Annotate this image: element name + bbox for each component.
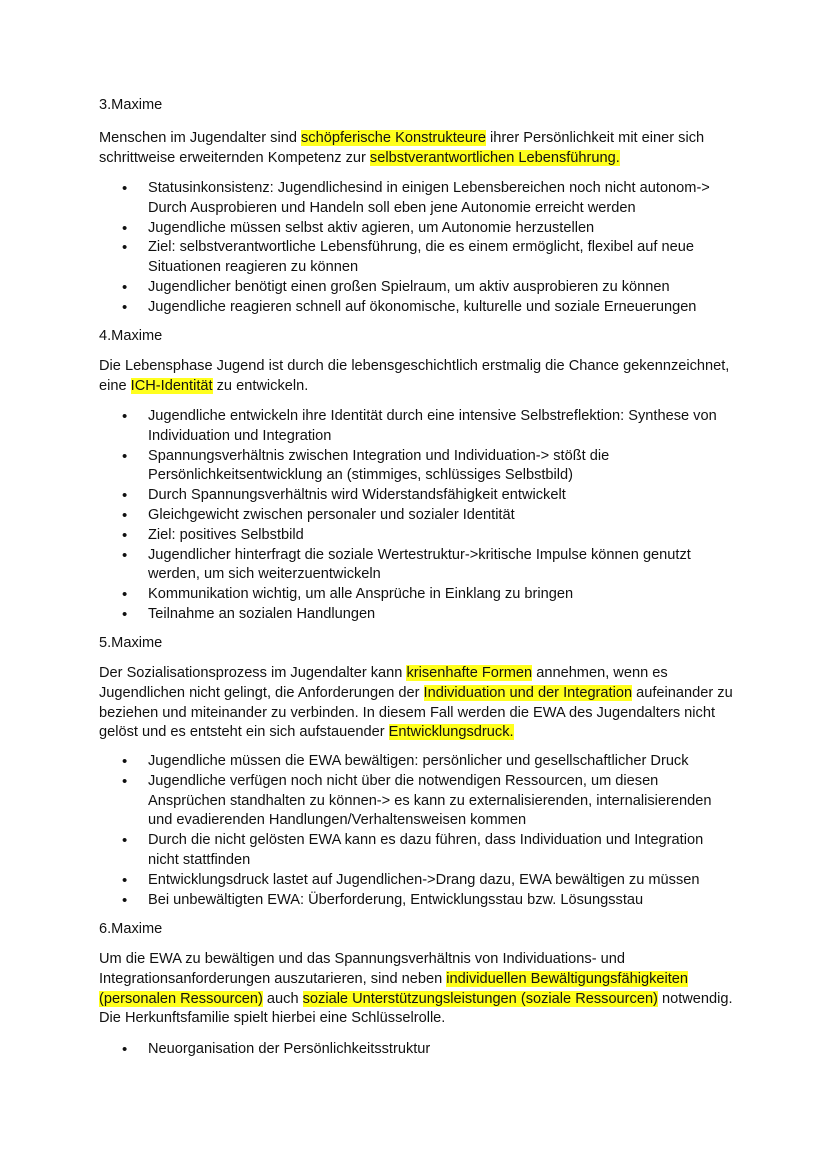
bullet-list xyxy=(148,407,738,625)
list-item: • Teilnahme an sozialen Handlungen xyxy=(148,605,738,625)
list-item: • Ziel: selbstverantwortliche Lebensführung, die es einem ermöglicht, flexibel auf neue Situationen reagieren zu können xyxy=(148,238,738,278)
highlighted-text: Individuation und der Integration xyxy=(423,684,633,701)
section-intro xyxy=(99,357,739,397)
section-heading: 3.Maxime xyxy=(99,97,163,113)
list-item: • Entwicklungsdruck lastet auf Jugendlichen->Drang dazu, EWA bewältigen zu müssen xyxy=(148,871,738,891)
list-item: • Jugendliche müssen die EWA bewältigen: persönlicher und gesellschaftlicher Druck xyxy=(148,752,738,772)
highlighted-text: soziale Unterstützungsleistungen (soziale Ressourcen) xyxy=(302,990,658,1007)
bullet-list xyxy=(148,1040,738,1060)
list-item: • Gleichgewicht zwischen personaler und sozialer Identität xyxy=(148,506,738,526)
bullet-list xyxy=(148,179,738,318)
list-item: • Durch Spannungsverhältnis wird Widerstandsfähigkeit entwickelt xyxy=(148,486,738,506)
list-item: • Jugendliche verfügen noch nicht über die notwendigen Ressourcen, um diesen Ansprüchen standhalten zu können-> es kann zu externalisierenden, internalisierenden und evadierenden Handlungen/Verhaltensweisen kommen xyxy=(148,772,738,831)
bullet-list xyxy=(148,752,738,910)
intro-text: aufeinander zu beziehen und miteinander zu verbinden. In diesem Fall werden die EWA des Jugendalters nicht gelöst und es entsteht ein sich aufstauender xyxy=(99,684,733,741)
section-heading: 6.Maxime xyxy=(99,921,163,937)
list-item: • Statusinkonsistenz: Jugendlichesind in einigen Lebensbereichen noch nicht autonom-> Durch Ausprobieren und Handeln soll eben jene Autonomie erreicht werden xyxy=(148,179,738,219)
section-intro xyxy=(99,664,739,743)
highlighted-text: Entwicklungsdruck. xyxy=(388,724,514,741)
intro-text: annehmen, wenn es Jugendlichen nicht gelingt, die Anforderungen der xyxy=(99,665,668,701)
list-item: • Bei unbewältigten EWA: Überforderung, Entwicklungsstau bzw. Lösungsstau xyxy=(148,891,738,911)
intro-text: auch xyxy=(262,990,303,1007)
list-item: • Jugendliche entwickeln ihre Identität durch eine intensive Selbstreflektion: Synthese von Individuation und Integration xyxy=(148,407,738,447)
highlighted-text: selbstverantwortlichen Lebensführung. xyxy=(369,149,620,166)
list-item: • Jugendlicher benötigt einen großen Spielraum, um aktiv ausprobieren zu können xyxy=(148,278,738,298)
intro-text: Die Lebensphase Jugend ist durch die lebensgeschichtlich erstmalig die Chance gekennzeichnet, eine xyxy=(99,358,730,394)
section-intro xyxy=(99,950,739,1029)
intro-text: ihrer Persönlichkeit mit einer sich schrittweise erweiternden Kompetenz zur xyxy=(99,130,705,166)
highlighted-text: krisenhafte Formen xyxy=(406,665,533,681)
list-item: • Jugendliche reagieren schnell auf ökonomische, kulturelle und soziale Erneuerungen xyxy=(148,298,738,318)
highlighted-text: schöpferische Konstrukteure xyxy=(301,130,486,146)
section-heading: 5.Maxime xyxy=(99,635,163,651)
list-item: • Jugendlicher hinterfragt die soziale Wertestruktur->kritische Impulse können genutzt werden, um sich weiterzuentwickeln xyxy=(148,546,738,586)
intro-text: Der Sozialisationsprozess im Jugendalter kann xyxy=(99,665,407,681)
section-heading: 4.Maxime xyxy=(99,328,163,344)
list-item: • Durch die nicht gelösten EWA kann es dazu führen, dass Individuation und Integration nicht stattfinden xyxy=(148,831,738,871)
intro-text: zu entwickeln. xyxy=(212,377,309,394)
intro-text: Um die EWA zu bewältigen und das Spannungsverhältnis von Individuations- und Integrationsanforderungen auszutarieren, sind neben xyxy=(99,951,625,987)
list-item: • Ziel: positives Selbstbild xyxy=(148,526,738,546)
list-item: • Kommunikation wichtig, um alle Ansprüche in Einklang zu bringen xyxy=(148,585,738,605)
section-intro xyxy=(99,129,739,169)
highlighted-text: individuellen Bewältigungsfähigkeiten (personalen Ressourcen) xyxy=(99,970,689,1007)
highlighted-text: ICH-Identität xyxy=(130,377,213,394)
list-item: • Jugendliche müssen selbst aktiv agieren, um Autonomie herzustellen xyxy=(148,219,738,239)
list-item: • Neuorganisation der Persönlichkeitsstruktur xyxy=(148,1040,738,1060)
intro-text: notwendig. Die Herkunftsfamilie spielt hierbei eine Schlüsselrolle. xyxy=(99,990,733,1027)
intro-text: Menschen im Jugendalter sind xyxy=(99,130,301,146)
list-item: • Spannungsverhältnis zwischen Integration und Individuation-> stößt die Persönlichkeitsentwicklung an (stimmiges, schlüssiges Selbstbild) xyxy=(148,447,738,487)
